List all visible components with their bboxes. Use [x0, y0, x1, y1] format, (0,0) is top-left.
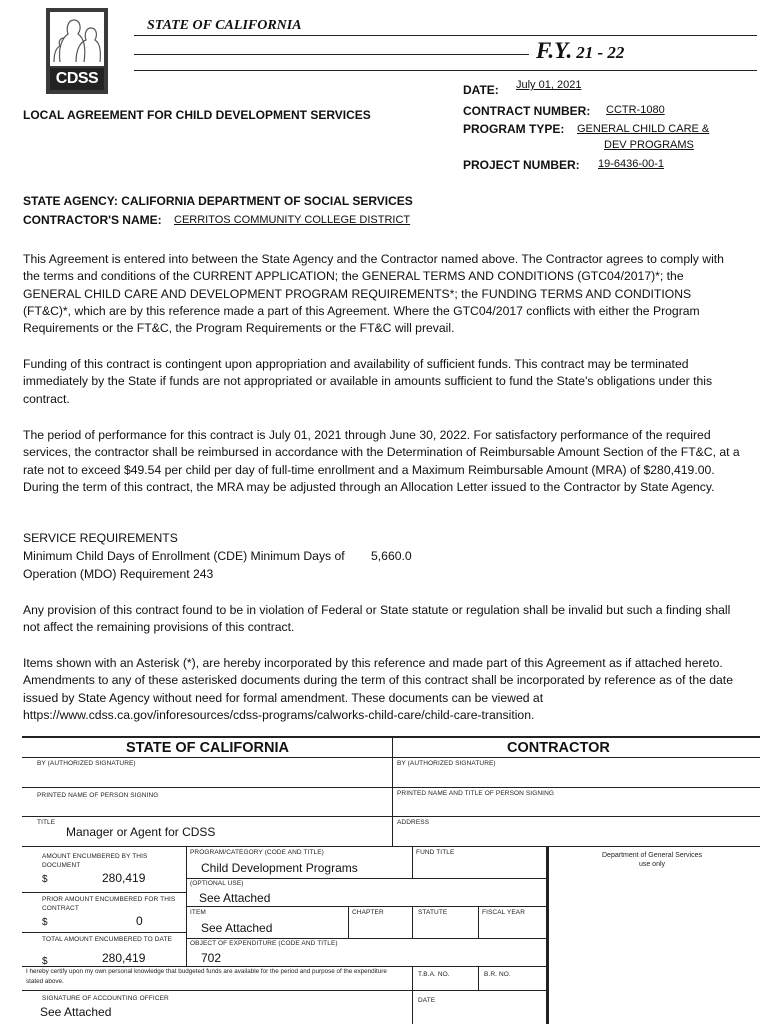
contract-number-value: CCTR-1080 — [606, 104, 665, 116]
printed-name-state-label: PRINTED NAME OF PERSON SIGNING — [37, 792, 159, 799]
fiscal-year — [536, 38, 624, 64]
cdss-logo-text: CDSS — [55, 70, 99, 87]
address-label: ADDRESS — [397, 819, 430, 826]
item-value: See Attached — [201, 921, 273, 935]
certify-text: I hereby certify upon my own personal knowledge that budgeted funds are available for the period and purpose of the expenditure stated above. — [26, 968, 387, 985]
service-line1: Minimum Child Days of Enrollment (CDE) Minimum Days of — [23, 549, 345, 563]
program-category-label: PROGRAM/CATEGORY (CODE AND TITLE) — [190, 849, 324, 856]
grid-col-statute — [412, 906, 413, 938]
printed-name-contractor-label: PRINTED NAME AND TITLE OF PERSON SIGNING — [397, 790, 555, 797]
program-category-value: Child Development Programs — [201, 861, 358, 875]
program-type-line1: GENERAL CHILD CARE & — [577, 123, 710, 135]
fund-title-label: FUND TITLE — [416, 849, 455, 856]
total-amount-value: 280,419 — [102, 951, 146, 965]
prior-amount-dollar: $ — [42, 917, 48, 928]
contractor-value: CERRITOS COMMUNITY COLLEGE DISTRICT — [174, 214, 411, 226]
header-rule-2 — [134, 54, 529, 55]
grid-col-tba — [412, 966, 413, 1024]
by-state-label: BY (AUTHORIZED SIGNATURE) — [37, 760, 136, 767]
optional-use-value: See Attached — [199, 891, 271, 905]
state-heading: STATE OF CALIFORNIA — [147, 18, 302, 33]
header-rule-3 — [134, 70, 757, 71]
item-label: ITEM — [190, 909, 206, 916]
grid-col-fiscal — [478, 906, 479, 938]
table-state-heading: STATE OF CALIFORNIA — [126, 740, 289, 756]
paragraph-funding: Funding of this contract is contingent upon appropriation and availability of sufficient funds. This contract may be terminated immediately by the State if funds are not appropriated or available in amounts sufficient to fund the State's obligations under this contract. — [23, 357, 713, 406]
state-agency-line: STATE AGENCY: CALIFORNIA DEPARTMENT OF SOCIAL SERVICES — [23, 194, 413, 208]
program-type-label: PROGRAM TYPE: — [463, 122, 565, 136]
chapter-label: CHAPTER — [352, 909, 384, 916]
amount-encumbered-dollar: $ — [42, 874, 48, 885]
optional-use-label: (OPTIONAL USE) — [190, 880, 244, 887]
cdss-logo — [46, 8, 108, 94]
fiscal-year-label: FISCAL YEAR — [482, 909, 526, 916]
grid-row-object — [186, 938, 546, 939]
service-line2: Operation (MDO) Requirement 243 — [23, 567, 214, 581]
title-label: TITLE — [37, 819, 56, 826]
table-row-rule-1 — [22, 787, 760, 788]
paragraph-performance: The period of performance for this contract is July 01, 2021 through June 30, 2022. For satisfactory performance of the required services, the contractor shall be reimbursed in accordance with the Determination of Reimbursable Amount Section of the FT&C, at a rate not to exceed $49.54 per child per day of full-time enrollment and a Maximum Reimbursable Amount (MRA) of $280,419.00. During the term of this contract, the MRA may be adjusted through an Allocation Letter issued to the Contractor by State Agency. — [23, 428, 740, 494]
fy-label: F.Y. — [536, 38, 573, 63]
object-label: OBJECT OF EXPENDITURE (CODE AND TITLE) — [190, 940, 338, 947]
grid-row-opt — [186, 878, 546, 879]
statute-label: STATUTE — [418, 909, 448, 916]
grid-col-br — [478, 966, 479, 990]
prior-amount-value: 0 — [136, 914, 143, 928]
contract-number-label: CONTRACT NUMBER: — [463, 104, 591, 118]
table-contractor-heading: CONTRACTOR — [507, 740, 610, 756]
contractor-label: CONTRACTOR'S NAME: — [23, 213, 162, 227]
date-value: July 01, 2021 — [516, 79, 582, 91]
br-label: B.R. NO. — [484, 971, 511, 978]
grid-row-prior — [22, 892, 186, 893]
title-value: Manager or Agent for CDSS — [66, 825, 216, 839]
service-heading: SERVICE REQUIREMENTS — [23, 531, 178, 545]
grid-row-total — [22, 932, 186, 933]
paragraph-agreement: This Agreement is entered into between the State Agency and the Contractor named above. The Contractor agrees to comply with the terms and conditions of the CURRENT APPLICATION; the GENERAL TERMS AND CONDITIONS (GTC04/2017)*; the GENERAL CHILD CARE AND DEVELOPMENT PROGRAM REQUIREMENTS*; the FUNDING TERMS AND CONDITIONS (FT&C)*, which are by this reference made a part of this Agreement. Where the GTC04/2017 conflicts with either the Program Requirements or the FT&C, the Program Requirements or the FT&C will prevail. — [23, 252, 724, 336]
grid-col-dgs — [546, 846, 549, 1024]
by-contractor-label: BY (AUTHORIZED SIGNATURE) — [397, 760, 496, 767]
prior-amount-label: PRIOR AMOUNT ENCUMBERED FOR THIS CONTRACT — [42, 896, 176, 912]
dgs-line1: Department of General Services — [602, 852, 702, 859]
dgs-use-only — [552, 851, 752, 869]
table-center-divider — [392, 736, 393, 846]
table-row-rule-2 — [22, 816, 760, 817]
amount-encumbered-label: AMOUNT ENCUMBERED BY THIS DOCUMENT — [42, 853, 148, 869]
paragraph-provision: Any provision of this contract found to be in violation of Federal or State statute or regulation shall be invalid but such a finding shall not affect the remaining provisions of this contract. — [23, 603, 731, 635]
officer-date-label: DATE — [418, 997, 436, 1004]
total-amount-label: TOTAL AMOUNT ENCUMBERED TO DATE — [42, 936, 172, 943]
grid-row-officer — [22, 990, 546, 991]
grid-col-fund — [412, 846, 413, 878]
dgs-line2: use only — [638, 861, 666, 868]
project-number-value: 19-6436-00-1 — [598, 158, 665, 170]
paragraph-asterisk: Items shown with an Asterisk (*), are hereby incorporated by this reference and made part of this Agreement as if attached hereto. Amendments to any of these asterisked documents during the term of this contract shall be incorporated by reference as of the date issued by State Agency without need for formal amendment. These documents can be viewed at https://www.cdss.ca.gov/inforesources/cdss-programs/calworks-child-care/child-care-transition. — [23, 656, 733, 722]
agreement-title: LOCAL AGREEMENT FOR CHILD DEVELOPMENT SERVICES — [23, 108, 371, 122]
accounting-officer-value: See Attached — [40, 1005, 112, 1019]
header-rule-1 — [134, 35, 757, 36]
service-cde-value: 5,660.0 — [371, 549, 412, 563]
grid-col-chapter — [348, 906, 349, 938]
total-amount-dollar: $ — [42, 956, 48, 967]
object-value: 702 — [201, 951, 222, 965]
fy-years: 21 - 22 — [576, 43, 625, 62]
project-number-label: PROJECT NUMBER: — [463, 158, 580, 172]
program-type-line2: DEV PROGRAMS — [604, 139, 694, 151]
accounting-officer-label: SIGNATURE OF ACCOUNTING OFFICER — [42, 995, 169, 1002]
grid-row-item — [186, 906, 546, 907]
tba-label: T.B.A. NO. — [418, 971, 450, 978]
date-label: DATE: — [463, 83, 499, 97]
table-heading-rule — [22, 757, 760, 758]
table-row-rule-3 — [22, 846, 760, 847]
table-top-rule — [22, 736, 760, 738]
amount-encumbered-value: 280,419 — [102, 871, 146, 885]
